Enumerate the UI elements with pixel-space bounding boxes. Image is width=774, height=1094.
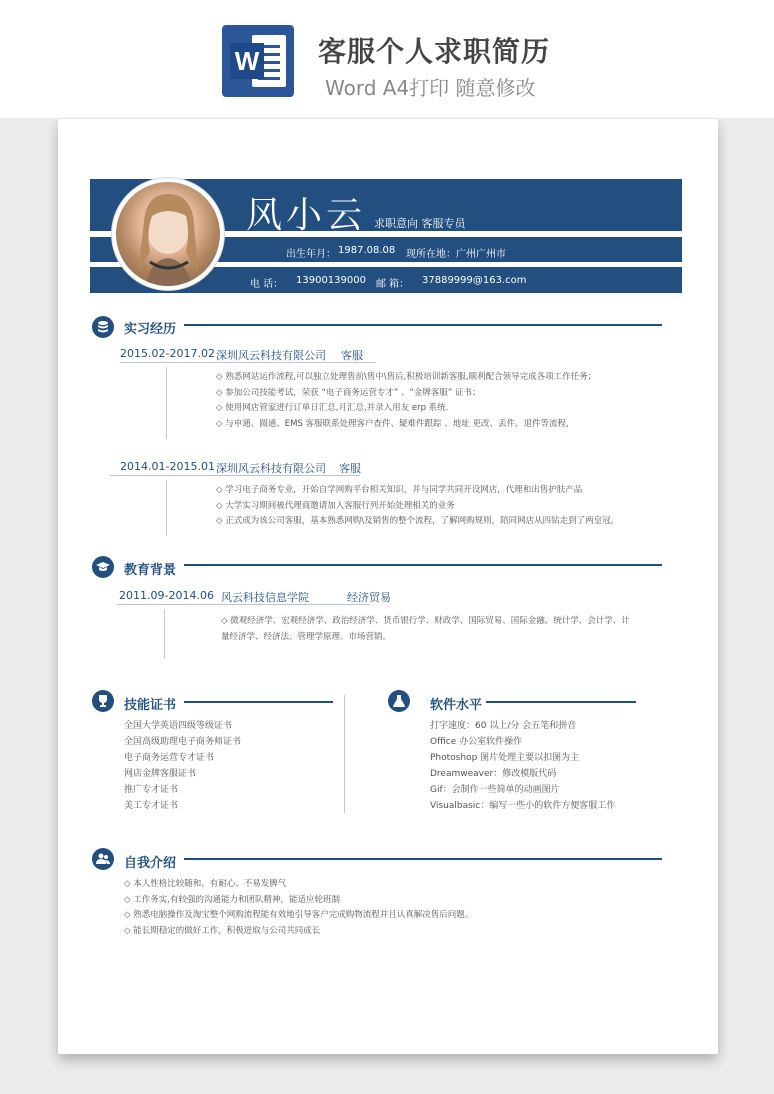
job2-divider (166, 480, 167, 536)
user-group-icon (92, 848, 114, 870)
job1-role: 客服 (341, 349, 363, 362)
list-item: 推广专才证书 (124, 785, 179, 795)
location-value: 广州广州市 (456, 249, 506, 260)
software-list (430, 718, 615, 814)
certificates-rule (184, 701, 333, 703)
list-item: ◇ 熟悉电脑操作及淘宝整个网购流程能有效地引导客户完成购物流程并且认真解决售后问题。 (124, 910, 474, 920)
word-icon (222, 25, 294, 97)
job1-duties (216, 370, 596, 432)
list-item: ◇ 大学实习期间被代理商邀请加入客服行列开始处理相关的业务 (216, 500, 455, 511)
job2-duties (216, 483, 619, 530)
job2-underline (110, 475, 360, 476)
top-banner (0, 0, 774, 118)
list-item: Photoshop 图片处理主要以扣图为主 (430, 753, 580, 763)
edu-courses-line1: ◇ 微观经济学、宏观经济学、政治经济学、货币银行学、财政学、国际贸易、国际金融、统计学、会计学、计 (221, 616, 630, 626)
list-item: 打字速度：60 以上/分 会五笔和拼音 (430, 721, 577, 731)
edu-major: 经济贸易 (347, 591, 391, 604)
list-item: Gif：会制作一些简单的动画图片 (430, 785, 560, 795)
list-item: ◇ 与申通、圆通、EMS 客服联系处理客户查件、疑难件跟踪 、地址 更改、丢件、退件等流程， (216, 418, 575, 429)
birth-value: 1987.08.08 (338, 245, 396, 256)
birth-label: 出生年月： (286, 249, 336, 260)
edu-courses-line2: 量经济学、经济法、管理学原理、市场营销。 (221, 632, 392, 642)
avatar (112, 178, 224, 290)
list-item: ◇ 正式成为该公司客服，基本熟悉网购\及销售的整个流程，了解网购规则，陪同网店从四钻走到了两皇冠。 (216, 516, 620, 526)
job2-date: 2014.01-2015.01 (120, 460, 215, 473)
self-intro-rule (184, 858, 662, 860)
list-item: 网店金牌客服证书 (124, 769, 197, 779)
list-item: 美工专才证书 (124, 801, 179, 811)
edu-courses (221, 613, 681, 645)
internship-title: 实习经历 (124, 322, 177, 337)
job2-role: 客服 (339, 462, 361, 475)
flask-icon (388, 690, 410, 712)
list-item: ◇ 学习电子商务专业，开始自学网购平台相关知识，并与同学共同开设网店，代理和出售护肤产品 (216, 485, 583, 495)
software-rule (486, 701, 636, 703)
list-item: 全国大学英语四级等级证书 (124, 721, 233, 731)
candidate-name: 风小云 (246, 195, 367, 236)
list-item: ◇ 参加公司技能考试，荣获 “电子商务运营专才” 、“金牌客服” 证书； (216, 387, 481, 398)
column-divider (344, 695, 345, 813)
phone-value: 13900139000 (296, 275, 366, 286)
list-item: Office 办公室软件操作 (430, 737, 523, 747)
email-value: 37889999@163.com (422, 275, 527, 286)
resume-paper (58, 119, 718, 1054)
certificates-title: 技能证书 (124, 698, 177, 713)
banner-subtitle: Word A4打印 随意修改 (325, 76, 536, 100)
list-item: ◇ 能长期稳定的做好工作，积极进取与公司共同成长 (124, 925, 321, 936)
edu-underline (116, 604, 370, 605)
job1-underline (120, 362, 376, 363)
graduation-cap-icon (92, 556, 114, 578)
education-rule (184, 564, 662, 566)
list-item: 全国高级助理电子商务师证书 (124, 737, 242, 747)
edu-date: 2011.09-2014.06 (119, 589, 214, 602)
certificates-list (124, 718, 241, 814)
job1-divider (166, 367, 167, 439)
trophy-icon (92, 690, 114, 712)
database-icon (92, 316, 114, 338)
word-letter: W (230, 43, 264, 79)
email-label: 邮 箱： (376, 279, 410, 290)
list-item: ◇ 熟悉网站运作流程,可以独立处理售前\售中\售后,积极培训新客服,顺利配合领导完成各项工作任务； (216, 372, 597, 382)
location-label: 现所在地： (406, 249, 456, 260)
self-intro-list (124, 877, 473, 939)
education-title: 教育背景 (124, 563, 177, 578)
list-item: Visualbasic：编写一些小的软件方便客服工作 (430, 801, 616, 811)
job-intent: 求职意向 客服专员 (374, 217, 466, 230)
edu-divider (164, 609, 165, 659)
list-item: 电子商务运营专才证书 (124, 753, 215, 763)
list-item: Dreamweaver：修改模版代码 (430, 769, 557, 779)
list-item: ◇ 本人性格比较随和、有耐心、不易发脾气 (124, 879, 287, 889)
self-intro-title: 自我介绍 (124, 856, 177, 871)
job1-company: 深圳风云科技有限公司 (216, 349, 326, 362)
list-item: ◇ 使用网店管家进行订单日汇总,月汇总,并录入用友 erp 系统. (216, 403, 449, 413)
internship-rule (184, 324, 662, 326)
software-title: 软件水平 (430, 698, 483, 713)
list-item: ◇ 工作务实,有较强的沟通能力和团队精神，能适应轮班制 (124, 894, 340, 905)
edu-school: 风云科技信息学院 (221, 591, 309, 604)
job2-company: 深圳风云科技有限公司 (216, 462, 326, 475)
phone-label: 电 话： (250, 279, 284, 290)
job1-date: 2015.02-2017.02 (120, 347, 215, 360)
banner-title: 客服个人求职简历 (318, 35, 551, 68)
